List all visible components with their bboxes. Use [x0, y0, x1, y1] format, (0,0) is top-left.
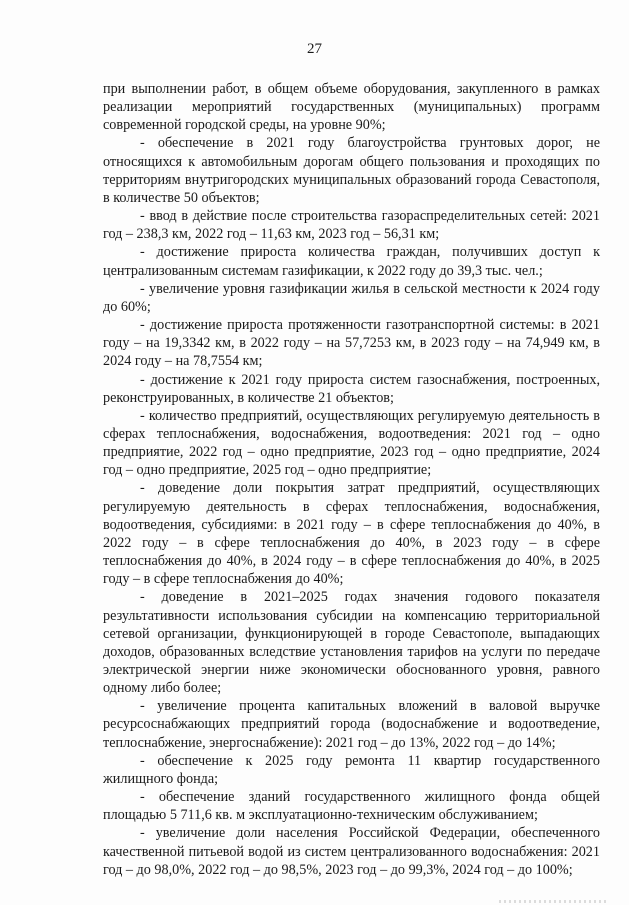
- list-item-gas-systems: - достижение к 2021 году прироста систем газоснабжения, построенных, реконструированных, в количестве 21 объектов;: [103, 371, 600, 406]
- list-item-enterprises: - количество предприятий, осуществляющих регулируемую деятельность в сферах теплоснабжения, водоснабжения, водоотведения: 2021 год – одно предприятие, 2022 год – одно предприятие, 2023 год – одно предприятие, 2024 год – одно предприятие, 2025 год – одно предприятие;: [103, 407, 600, 479]
- list-item-drinking-water: - увеличение доли населения Российской Федерации, обеспеченного качественной питьевой водой из систем централизованного водоснабжения: 2021 год – до 98,0%, 2022 год – до 98,5%, 2023 год – до 99,3%, 2024 год – до 100%;: [103, 825, 600, 878]
- list-item-gas-access: - достижение прироста количества граждан, получивших доступ к централизованным системам газификации, к 2022 году до 39,3 тыс. чел.;: [103, 244, 600, 279]
- document-body: [103, 80, 600, 879]
- page-number: 27: [307, 41, 322, 57]
- list-item-gas-networks: - ввод в действие после строительства газораспределительных сетей: 2021 год – 238,3 км, 2022 год – 11,63 км, 2023 год – 56,31 км;: [103, 208, 600, 243]
- list-item-rural-gasification: - увеличение уровня газификации жилья в сельской местности к 2024 году до 60%;: [103, 280, 600, 315]
- list-item-electricity: - доведение в 2021–2025 годах значения годового показателя результативности использования субсидии на компенсацию территориальной сетевой организации, функционирующей в городе Севастополе, выпадающих доходов, образованных вследствие установления тарифов на услуги по передаче электрической энергии ниже экономически обоснованного уровня, равного одному либо более;: [103, 589, 600, 697]
- list-item-housing-maintenance: - обеспечение зданий государственного жилищного фонда общей площадью 5 711,6 кв. м эксплуатационно-техническим обслуживанием;: [103, 789, 600, 824]
- list-item-apartment-repair: - обеспечение к 2025 году ремонта 11 квартир государственного жилищного фонда;: [103, 752, 600, 787]
- list-item-capital-investment: - увеличение процента капитальных вложений в валовой выручке ресурсоснабжающих предприятий города (водоснабжение и водоотведение, теплоснабжение, энергоснабжение): 2021 год – до 13%, 2022 год – до 14%;: [103, 698, 600, 751]
- list-item-subsidies: - доведение доли покрытия затрат предприятий, осуществляющих регулируемую деятельность в сферах теплоснабжения, водоснабжения, водоотведения, субсидиями: в 2021 году – в сфере теплоснабжения до 40%, в 2022 году – в сфере теплоснабжения до 40%, в 2023 году – в сфере теплоснабжения до 40%, в 2024 году – в сфере теплоснабжения до 40%, в 2025 году – в сфере теплоснабжения до 40%;: [103, 480, 600, 588]
- list-item-gas-transport: - достижение прироста протяженности газотранспортной системы: в 2021 году – на 19,3342 км, в 2022 году – на 57,7253 км, в 2023 году – на 74,949 км, в 2024 году – на 78,7554 км;: [103, 317, 600, 370]
- scan-artifact: [499, 900, 609, 903]
- paragraph-continuation: при выполнении работ, в общем объеме оборудования, закупленного в рамках реализации мероприятий государственных (муниципальных) программ современной городской среды, на уровне 90%;: [103, 81, 600, 134]
- list-item-dirt-roads: - обеспечение в 2021 году благоустройства грунтовых дорог, не относящихся к автомобильным дорогам общего пользования и проходящих по территориям внутригородских муниципальных образований города Севастополя, в количестве 50 объектов;: [103, 135, 600, 206]
